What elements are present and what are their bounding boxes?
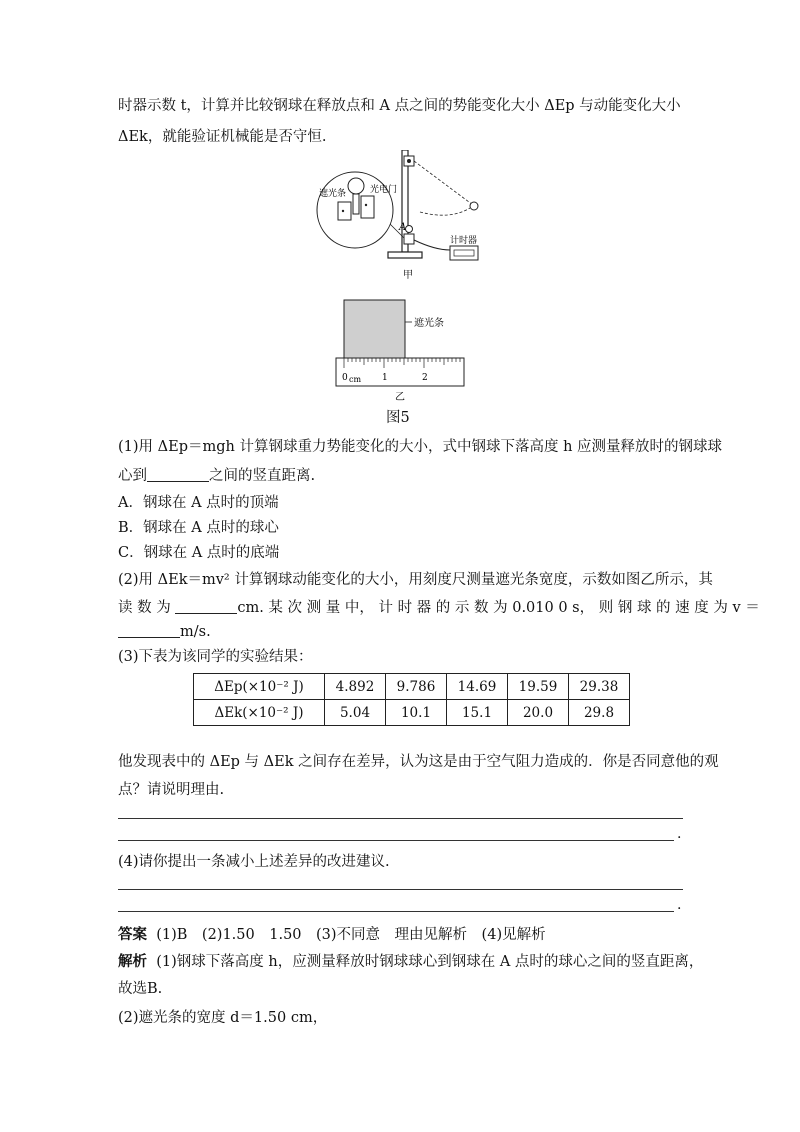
table-row: [194, 700, 630, 726]
q1-option-b: B．钢球在 A 点时的球心: [118, 520, 279, 536]
timer-cable: [414, 240, 450, 250]
q1-line-2-after: 之间的竖直距离.: [209, 468, 316, 484]
page: 时器示数 t，计算并比较钢球在释放点和 A 点之间的势能变化大小 ΔEp 与动能变化大小 ΔEk，就能验证机械能是否守恒. A 计时器 遮光条 光电门 甲 遮光条 0 cm 1 2 乙 图5 (1)用 ΔEp＝mgh 计算钢球重力势能变化的大小，式中钢球下落高度 h 应测量释放时的钢球球 心到 之间的竖直距离. A．钢球在 A 点时的顶端 B．钢球在 A 点时的球心 C．钢球在 A 点时的底端 (2)用 ΔEk＝mv² 计算钢球动能变化的大小，用刻度尺测量遮光条宽度，示数如图乙所示，其 读 数 为 cm. 某 次 测 量 中， 计 时 器 的 示 数 为 0.010 0 s， 则 钢 球 的 速 度 为 v ＝ m/s. (3)下表为该同学的实验结果： ΔEp(×10⁻² J) 4.892 9.786 14.69 19.59 29.38 ΔEk(×10⁻² J) 5.04 10.1 15.1 20.0 29.8 他发现表中的 ΔEp 与 ΔEk 之间存在差异，认为这是由于空气阻力造成的．你是否同意他的观 点？请说明理由. . (4)请你提出一条减小上述差异的改进建议. . 答案 (1)B (2)1.50 1.50 (3)不同意 理由见解析 (4)见解析 解析 (1)钢球下落高度 h，应测量释放时钢球球心到钢球在 A 点时的球心之间的竖直距离， 故选B. (2)遮光条的宽度 d＝1.50 cm，: [118, 98, 760, 1026]
answer-content: (1)B (2)1.50 1.50 (3)不同意 理由见解析 (4)见解析: [156, 927, 546, 943]
q2-line-3-after: m/s.: [180, 624, 211, 640]
stand-base: [388, 252, 422, 258]
caption-yi: 乙: [395, 392, 405, 403]
table-cell: 15.1: [447, 700, 508, 726]
answer-line-4[interactable]: [118, 911, 674, 912]
table-header-ep: ΔEp(×10⁻² J): [194, 674, 325, 700]
q3-text-1: 他发现表中的 ΔEp 与 ΔEk 之间存在差异，认为这是由于空气阻力造成的．你是否同意他的观: [118, 754, 719, 770]
q3-text-2: 点？请说明理由.: [118, 782, 225, 798]
table-row: [194, 674, 630, 700]
photogate-box: [404, 234, 414, 244]
answer-line-3[interactable]: [118, 889, 683, 890]
ruler-unit: cm: [349, 375, 362, 384]
q1-option-a: A．钢球在 A 点时的顶端: [118, 495, 279, 511]
swing-arc: [420, 208, 470, 215]
answer-line-1[interactable]: [118, 818, 683, 819]
table-cell: 10.1: [386, 700, 447, 726]
table-cell: 14.69: [447, 674, 508, 700]
table-cell: 29.38: [569, 674, 630, 700]
table-cell: 29.8: [569, 700, 630, 726]
q1-option-c: C．钢球在 A 点时的底端: [118, 545, 280, 561]
q1-line-1: (1)用 ΔEp＝mgh 计算钢球重力势能变化的大小，式中钢球下落高度 h 应测量释放时的钢球球: [118, 439, 723, 455]
analysis-line-2: 故选B.: [118, 981, 163, 997]
label-jishiqi: 计时器: [450, 236, 478, 246]
pendulum-string: [414, 161, 473, 205]
q2-line-2-before: 读 数 为: [118, 600, 171, 616]
answer-line-2[interactable]: [118, 840, 674, 841]
ruler-label-0: 0: [342, 373, 348, 383]
q2-line-2-after: cm. 某 次 测 量 中， 计 时 器 的 示 数 为 0.010 0 s， 则 钢 球 的 速 度 为 v ＝: [237, 600, 760, 616]
figure-title: 图5: [386, 410, 410, 426]
intro-line-2: ΔEk，就能验证机械能是否守恒.: [118, 129, 327, 145]
figure-jia: [310, 150, 485, 286]
ruler-label-2: 2: [422, 373, 428, 383]
q1-blank[interactable]: [147, 467, 209, 482]
table-header-ek: ΔEk(×10⁻² J): [194, 700, 325, 726]
analysis-line-1: [118, 952, 703, 972]
label-zheguangtiao-jia: 遮光条: [319, 189, 347, 199]
label-zheguangtiao-yi: 遮光条: [414, 318, 444, 329]
answer-label: 答案: [118, 927, 147, 943]
q2-blank-1[interactable]: [175, 599, 237, 614]
table-cell: 19.59: [508, 674, 569, 700]
magnified-ball: [348, 178, 364, 194]
q1-line-2-before: 心到: [118, 468, 147, 484]
analysis-text-1: (1)钢球下落高度 h，应测量释放时钢球球心到钢球在 A 点时的球心之间的竖直距离，: [156, 954, 704, 970]
q3-intro: (3)下表为该同学的实验结果：: [118, 649, 313, 665]
table-cell: 9.786: [386, 674, 447, 700]
q2-blank-2[interactable]: [118, 623, 180, 638]
steel-ball-a: [406, 226, 413, 233]
shading-strip: [344, 300, 405, 358]
label-guangdianmen: 光电门: [370, 185, 398, 195]
magnified-strip: [353, 194, 359, 214]
q2-line-3: [118, 622, 211, 642]
caption-jia: 甲: [403, 270, 413, 281]
q1-line-2: [118, 466, 315, 486]
table-cell: 4.892: [325, 674, 386, 700]
table-cell: 20.0: [508, 700, 569, 726]
q2-line-2: [118, 598, 760, 618]
table-cell: 5.04: [325, 700, 386, 726]
steel-ball-release: [470, 202, 478, 210]
label-a: A: [399, 222, 407, 233]
results-table: [193, 673, 630, 726]
ruler-label-1: 1: [382, 373, 388, 383]
answer: [118, 925, 546, 945]
intro-line-1: 时器示数 t，计算并比较钢球在释放点和 A 点之间的势能变化大小 ΔEp 与动能变化大小: [118, 98, 681, 114]
q4-text: (4)请你提出一条减小上述差异的改进建议.: [118, 854, 390, 870]
analysis-label: 解析: [118, 954, 147, 970]
figure-yi: [330, 296, 470, 404]
analysis-line-3: (2)遮光条的宽度 d＝1.50 cm，: [118, 1010, 328, 1026]
q2-line-1: (2)用 ΔEk＝mv² 计算钢球动能变化的大小，用刻度尺测量遮光条宽度，示数如图乙所示，其: [118, 572, 713, 588]
